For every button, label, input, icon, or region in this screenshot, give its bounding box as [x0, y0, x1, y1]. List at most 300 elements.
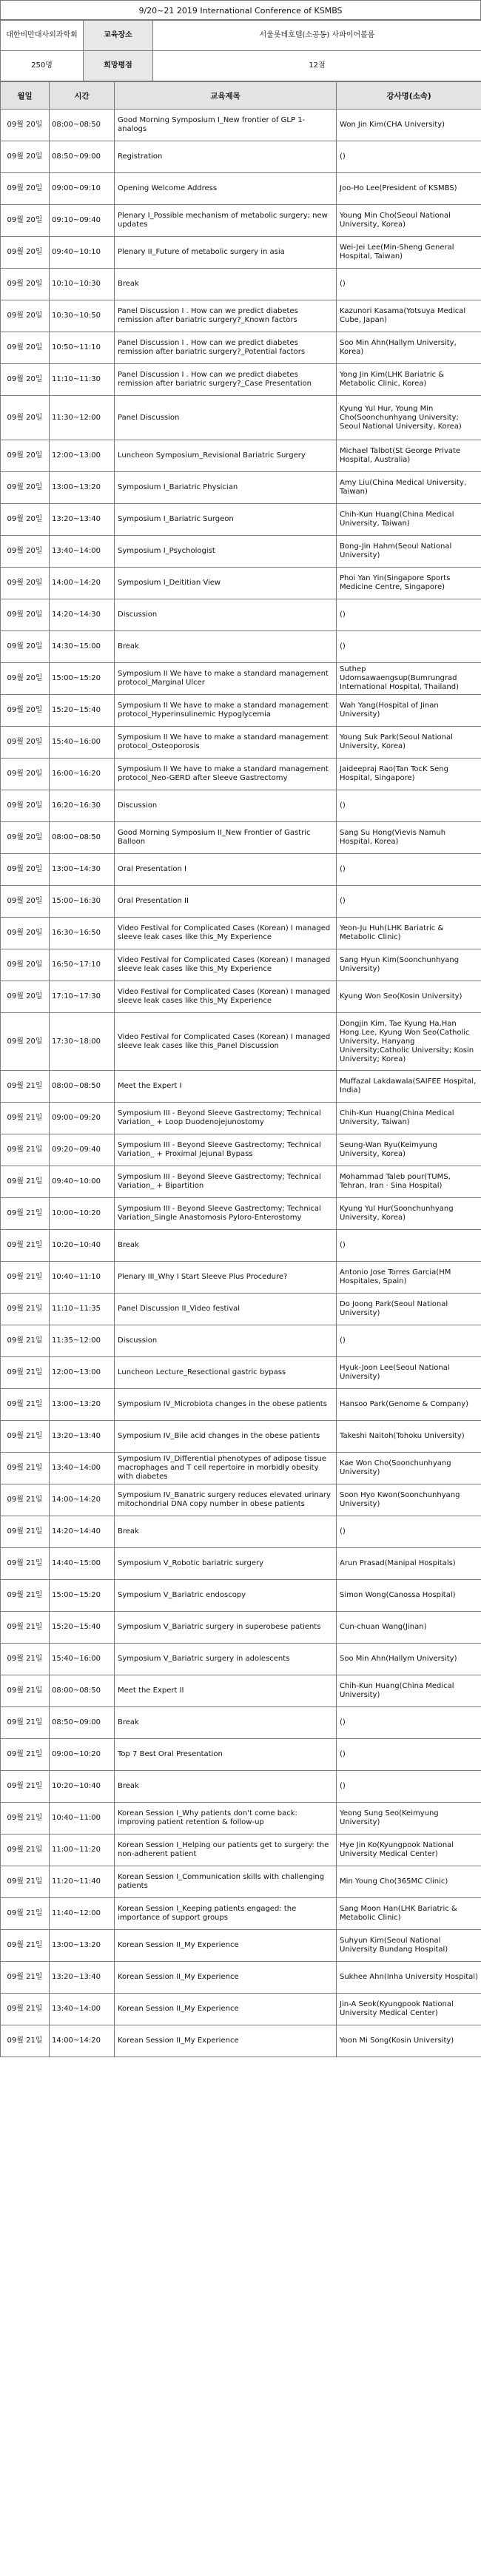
table-row: [1, 1675, 481, 1707]
row-date: 09월 20일: [1, 886, 50, 918]
capacity-value: 250명: [1, 51, 84, 81]
row-date: 09월 20일: [1, 536, 50, 568]
info-row-venue: [1, 21, 481, 51]
row-date: 09월 20일: [1, 981, 50, 1013]
row-speaker: Bong-Jin Hahm(Seoul National University): [337, 536, 481, 568]
row-speaker: (): [337, 1739, 481, 1771]
row-date: 09월 21일: [1, 1835, 50, 1866]
table-row: [1, 1325, 481, 1357]
row-speaker: (): [337, 1707, 481, 1739]
table-row: [1, 1580, 481, 1612]
venue-value: 서울롯데호텔(소공동) 사파이어볼룸: [153, 21, 481, 51]
row-time: 13:20~13:40: [50, 1962, 115, 1994]
table-row: [1, 300, 481, 332]
row-speaker: Won Jin Kim(CHA University): [337, 110, 481, 141]
row-time: 15:40~16:00: [50, 727, 115, 759]
row-date: 09월 21일: [1, 2025, 50, 2057]
row-speaker: Chih-Kun Huang(China Medical University, Taiwan): [337, 1103, 481, 1134]
row-time: 15:00~16:30: [50, 886, 115, 918]
row-time: 12:00~13:00: [50, 1357, 115, 1389]
row-speaker: (): [337, 631, 481, 663]
row-date: 09월 20일: [1, 599, 50, 631]
row-time: 09:00~09:20: [50, 1103, 115, 1134]
row-speaker: Suthep Udomsawaengsup(Bumrungrad International Hospital, Thailand): [337, 663, 481, 695]
row-speaker: Do Joong Park(Seoul National University): [337, 1294, 481, 1325]
row-date: 09월 20일: [1, 1013, 50, 1071]
row-topic: Discussion: [115, 1325, 337, 1357]
row-date: 09월 21일: [1, 1325, 50, 1357]
row-time: 14:20~14:30: [50, 599, 115, 631]
row-topic: Panel Discussion I . How can we predict diabetes remission after bariatric surgery?_Potential factors: [115, 332, 337, 364]
row-time: 14:00~14:20: [50, 568, 115, 599]
row-speaker: (): [337, 141, 481, 173]
row-topic: Symposium IV_Differential phenotypes of adipose tissue macrophages and T cell repertoire in morbidly obesity with diabetes: [115, 1453, 337, 1484]
row-topic: Panel Discussion II_Video festival: [115, 1294, 337, 1325]
row-speaker: (): [337, 854, 481, 886]
table-row: [1, 536, 481, 568]
row-topic: Panel Discussion I . How can we predict diabetes remission after bariatric surgery?_Case Presentation: [115, 364, 337, 396]
row-speaker: Yeong Sung Seo(Keimyung University): [337, 1803, 481, 1835]
row-speaker: (): [337, 1230, 481, 1262]
row-date: 09월 20일: [1, 205, 50, 237]
row-date: 09월 21일: [1, 1962, 50, 1994]
row-speaker: Dongjin Kim, Tae Kyung Ha,Han Hong Lee, Kyung Won Seo(Catholic University, Hanyang University;Catholic University; Kosin University; Korea): [337, 1013, 481, 1071]
table-row: [1, 568, 481, 599]
row-topic: Symposium IV_Microbiota changes in the obese patients: [115, 1389, 337, 1421]
row-time: 11:10~11:30: [50, 364, 115, 396]
row-time: 15:20~15:40: [50, 1612, 115, 1644]
row-speaker: Kae Won Cho(Soonchunhyang University): [337, 1453, 481, 1484]
row-date: 09월 21일: [1, 1166, 50, 1198]
row-time: 10:20~10:40: [50, 1230, 115, 1262]
row-speaker: Jaideepraj Rao(Tan TocK Seng Hospital, Singapore): [337, 759, 481, 790]
row-topic: Symposium I_Bariatric Physician: [115, 472, 337, 504]
row-time: 13:40~14:00: [50, 1994, 115, 2025]
row-date: 09월 20일: [1, 110, 50, 141]
row-time: 15:00~15:20: [50, 1580, 115, 1612]
row-topic: Symposium V_Bariatric surgery in superobese patients: [115, 1612, 337, 1644]
table-row: [1, 332, 481, 364]
table-row: [1, 759, 481, 790]
row-time: 11:10~11:35: [50, 1294, 115, 1325]
row-topic: Break: [115, 1707, 337, 1739]
table-row: [1, 663, 481, 695]
table-row: [1, 173, 481, 205]
venue-label: 교육장소: [84, 21, 153, 51]
table-row: [1, 396, 481, 440]
row-speaker: Amy Liu(China Medical University, Taiwan): [337, 472, 481, 504]
row-topic: Symposium II We have to make a standard management protocol_Neo-GERD after Sleeve Gastrectomy: [115, 759, 337, 790]
table-row: [1, 2025, 481, 2057]
row-time: 08:00~08:50: [50, 1071, 115, 1103]
row-time: 16:50~17:10: [50, 949, 115, 981]
row-date: 09월 20일: [1, 440, 50, 472]
row-speaker: Hye Jin Ko(Kyungpook National University Medical Center): [337, 1835, 481, 1866]
table-row: [1, 1357, 481, 1389]
row-topic: Opening Welcome Address: [115, 173, 337, 205]
row-speaker: (): [337, 1325, 481, 1357]
row-speaker: Chih-Kun Huang(China Medical University): [337, 1675, 481, 1707]
table-row: [1, 205, 481, 237]
row-date: 09월 21일: [1, 1103, 50, 1134]
row-topic: Korean Session II_My Experience: [115, 1994, 337, 2025]
row-topic: Korean Session II_My Experience: [115, 1930, 337, 1962]
row-speaker: Chih-Kun Huang(China Medical University, Taiwan): [337, 504, 481, 536]
row-speaker: Kyung Yul Hur, Young Min Cho(Soonchunhyang University; Seoul National University, Korea): [337, 396, 481, 440]
table-row: [1, 1962, 481, 1994]
row-date: 09월 21일: [1, 1994, 50, 2025]
row-time: 11:35~12:00: [50, 1325, 115, 1357]
row-date: 09월 20일: [1, 141, 50, 173]
table-row: [1, 1516, 481, 1548]
row-date: 09월 20일: [1, 822, 50, 854]
row-date: 09월 20일: [1, 568, 50, 599]
hours-value: 12점: [153, 51, 481, 81]
row-speaker: Young Min Cho(Seoul National University, Korea): [337, 205, 481, 237]
table-row: [1, 1898, 481, 1930]
row-speaker: Soo Min Ahn(Hallym University, Korea): [337, 332, 481, 364]
table-row: [1, 1548, 481, 1580]
table-row: [1, 1421, 481, 1453]
row-time: 13:00~13:20: [50, 1389, 115, 1421]
table-row: [1, 949, 481, 981]
row-topic: Symposium III - Beyond Sleeve Gastrectomy; Technical Variation_ + Proximal Jejunal Bypass: [115, 1134, 337, 1166]
table-row: [1, 886, 481, 918]
row-date: 09월 20일: [1, 173, 50, 205]
row-topic: Meet the Expert II: [115, 1675, 337, 1707]
row-speaker: Wei-Jei Lee(Min-Sheng General Hospital, Taiwan): [337, 237, 481, 269]
row-time: 16:30~16:50: [50, 918, 115, 949]
schedule-body: [1, 110, 481, 2057]
row-date: 09월 20일: [1, 727, 50, 759]
row-topic: Korean Session I_Why patients don't come back: improving patient retention & follow-up: [115, 1803, 337, 1835]
row-time: 10:20~10:40: [50, 1771, 115, 1803]
row-speaker: (): [337, 1516, 481, 1548]
row-speaker: Seung-Wan Ryu(Keimyung University, Korea): [337, 1134, 481, 1166]
row-time: 09:10~09:40: [50, 205, 115, 237]
table-row: [1, 1707, 481, 1739]
row-time: 10:30~10:50: [50, 300, 115, 332]
row-time: 17:10~17:30: [50, 981, 115, 1013]
row-date: 09월 21일: [1, 1675, 50, 1707]
row-date: 09월 21일: [1, 1421, 50, 1453]
row-time: 09:40~10:00: [50, 1166, 115, 1198]
row-date: 09월 20일: [1, 237, 50, 269]
organizer-value: 대한비만대사외과학회: [1, 21, 84, 51]
row-topic: Video Festival for Complicated Cases (Korean) I managed sleeve leak cases like this_My Experience: [115, 981, 337, 1013]
row-date: 09월 21일: [1, 1739, 50, 1771]
row-date: 09월 21일: [1, 1803, 50, 1835]
row-date: 09월 20일: [1, 663, 50, 695]
row-speaker: Yong Jin Kim(LHK Bariatric & Metabolic Clinic, Korea): [337, 364, 481, 396]
table-row: [1, 918, 481, 949]
row-speaker: Hyuk-Joon Lee(Seoul National University): [337, 1357, 481, 1389]
table-row: [1, 1803, 481, 1835]
table-row: [1, 1994, 481, 2025]
row-date: 09월 20일: [1, 472, 50, 504]
row-date: 09월 21일: [1, 1453, 50, 1484]
table-row: [1, 631, 481, 663]
table-row: [1, 237, 481, 269]
row-topic: Symposium IV_Banatric surgery reduces elevated urinary mitochondrial DNA copy number in obese patients: [115, 1484, 337, 1516]
row-topic: Symposium III - Beyond Sleeve Gastrectomy; Technical Variation_ + Loop Duodenojejunostomy: [115, 1103, 337, 1134]
row-topic: Registration: [115, 141, 337, 173]
row-speaker: (): [337, 269, 481, 300]
table-row: [1, 1644, 481, 1675]
row-date: 09월 21일: [1, 1262, 50, 1294]
row-topic: Symposium II We have to make a standard management protocol_Marginal Ulcer: [115, 663, 337, 695]
row-topic: Panel Discussion I . How can we predict diabetes remission after bariatric surgery?_Known factors: [115, 300, 337, 332]
row-speaker: Phoi Yan Yin(Singapore Sports Medicine Centre, Singapore): [337, 568, 481, 599]
row-date: 09월 21일: [1, 1198, 50, 1230]
row-speaker: Sang Su Hong(Vievis Namuh Hospital, Korea): [337, 822, 481, 854]
row-topic: Good Morning Symposium II_New Frontier of Gastric Balloon: [115, 822, 337, 854]
row-speaker: (): [337, 790, 481, 822]
row-topic: Oral Presentation II: [115, 886, 337, 918]
row-time: 14:30~15:00: [50, 631, 115, 663]
row-date: 09월 21일: [1, 1071, 50, 1103]
row-time: 16:20~16:30: [50, 790, 115, 822]
info-row-capacity: [1, 51, 481, 81]
row-time: 17:30~18:00: [50, 1013, 115, 1071]
table-row: [1, 1262, 481, 1294]
row-speaker: Michael Talbot(St George Private Hospital, Australia): [337, 440, 481, 472]
row-speaker: Muffazal Lakdawala(SAIFEE Hospital, India): [337, 1071, 481, 1103]
table-row: [1, 1198, 481, 1230]
row-speaker: (): [337, 599, 481, 631]
row-date: 09월 21일: [1, 1580, 50, 1612]
table-row: [1, 1866, 481, 1898]
row-date: 09월 20일: [1, 790, 50, 822]
row-topic: Discussion: [115, 599, 337, 631]
row-time: 11:00~11:20: [50, 1835, 115, 1866]
table-row: [1, 599, 481, 631]
table-row: [1, 1389, 481, 1421]
table-row: [1, 727, 481, 759]
row-speaker: Wah Yang(Hospital of Jinan University): [337, 695, 481, 727]
row-topic: Symposium III - Beyond Sleeve Gastrectomy; Technical Variation_Single Anastomosis Pyloro-Enterostomy: [115, 1198, 337, 1230]
row-time: 13:20~13:40: [50, 504, 115, 536]
row-topic: Luncheon Symposium_Revisional Bariatric Surgery: [115, 440, 337, 472]
row-topic: Break: [115, 631, 337, 663]
row-topic: Discussion: [115, 790, 337, 822]
row-date: 09월 21일: [1, 1516, 50, 1548]
row-speaker: Cun-chuan Wang(Jinan): [337, 1612, 481, 1644]
row-date: 09월 21일: [1, 1866, 50, 1898]
row-time: 14:20~14:40: [50, 1516, 115, 1548]
row-time: 14:00~14:20: [50, 2025, 115, 2057]
table-row: [1, 1013, 481, 1071]
row-topic: Korean Session II_My Experience: [115, 1962, 337, 1994]
row-date: 09월 21일: [1, 1548, 50, 1580]
row-topic: Symposium I_Bariatric Surgeon: [115, 504, 337, 536]
row-speaker: Sukhee Ahn(Inha University Hospital): [337, 1962, 481, 1994]
row-speaker: (): [337, 1771, 481, 1803]
row-topic: Korean Session II_My Experience: [115, 2025, 337, 2057]
row-date: 09월 20일: [1, 504, 50, 536]
row-speaker: Soon Hyo Kwon(Soonchunhyang University): [337, 1484, 481, 1516]
row-time: 10:00~10:20: [50, 1198, 115, 1230]
row-time: 13:20~13:40: [50, 1421, 115, 1453]
table-row: [1, 110, 481, 141]
row-time: 10:10~10:30: [50, 269, 115, 300]
row-topic: Top 7 Best Oral Presentation: [115, 1739, 337, 1771]
row-time: 08:50~09:00: [50, 141, 115, 173]
course-info-table: [0, 20, 481, 81]
table-row: [1, 1835, 481, 1866]
row-speaker: Suhyun Kim(Seoul National University Bundang Hospital): [337, 1930, 481, 1962]
row-topic: Meet the Expert I: [115, 1071, 337, 1103]
table-row: [1, 1771, 481, 1803]
row-time: 08:00~08:50: [50, 110, 115, 141]
table-row: [1, 269, 481, 300]
table-row: [1, 1103, 481, 1134]
row-date: 09월 21일: [1, 1898, 50, 1930]
table-row: [1, 1230, 481, 1262]
row-date: 09월 21일: [1, 1294, 50, 1325]
row-time: 13:40~14:00: [50, 536, 115, 568]
row-speaker: Min Young Cho(365MC Clinic): [337, 1866, 481, 1898]
row-speaker: Simon Wong(Canossa Hospital): [337, 1580, 481, 1612]
table-row: [1, 141, 481, 173]
table-row: [1, 1166, 481, 1198]
row-speaker: Soo Min Ahn(Hallym University): [337, 1644, 481, 1675]
row-time: 11:20~11:40: [50, 1866, 115, 1898]
row-speaker: Joo-Ho Lee(President of KSMBS): [337, 173, 481, 205]
row-time: 13:40~14:00: [50, 1453, 115, 1484]
row-topic: Panel Discussion: [115, 396, 337, 440]
row-time: 09:20~09:40: [50, 1134, 115, 1166]
row-time: 11:40~12:00: [50, 1898, 115, 1930]
table-row: [1, 1071, 481, 1103]
page-title: 9/20~21 2019 International Conference of KSMBS: [0, 0, 481, 20]
row-topic: Break: [115, 1230, 337, 1262]
row-time: 13:00~13:20: [50, 1930, 115, 1962]
row-date: 09월 21일: [1, 1357, 50, 1389]
row-topic: Symposium I_Psychologist: [115, 536, 337, 568]
hours-label: 희망평점: [84, 51, 153, 81]
row-date: 09월 20일: [1, 300, 50, 332]
table-row: [1, 854, 481, 886]
table-row: [1, 790, 481, 822]
header-topic: 교육제목: [115, 82, 337, 110]
row-topic: Oral Presentation I: [115, 854, 337, 886]
row-date: 09월 20일: [1, 854, 50, 886]
row-time: 09:00~10:20: [50, 1739, 115, 1771]
row-speaker: Hansoo Park(Genome & Company): [337, 1389, 481, 1421]
row-speaker: Sang Hyun Kim(Soonchunhyang University): [337, 949, 481, 981]
row-speaker: Takeshi Naitoh(Tohoku University): [337, 1421, 481, 1453]
row-time: 14:40~15:00: [50, 1548, 115, 1580]
row-topic: Symposium II We have to make a standard management protocol_Osteoporosis: [115, 727, 337, 759]
table-row: [1, 1294, 481, 1325]
row-date: 09월 21일: [1, 1134, 50, 1166]
row-topic: Break: [115, 1771, 337, 1803]
row-speaker: Kazunori Kasama(Yotsuya Medical Cube, Japan): [337, 300, 481, 332]
row-topic: Break: [115, 1516, 337, 1548]
row-speaker: Yoon Mi Song(Kosin University): [337, 2025, 481, 2057]
row-time: 10:50~11:10: [50, 332, 115, 364]
row-topic: Symposium I_Deititian View: [115, 568, 337, 599]
row-time: 14:00~14:20: [50, 1484, 115, 1516]
row-time: 13:00~14:30: [50, 854, 115, 886]
table-row: [1, 1134, 481, 1166]
table-row: [1, 1930, 481, 1962]
table-row: [1, 822, 481, 854]
row-topic: Symposium V_Bariatric surgery in adolescents: [115, 1644, 337, 1675]
row-time: 13:00~13:20: [50, 472, 115, 504]
row-topic: Luncheon Lecture_Resectional gastric bypass: [115, 1357, 337, 1389]
row-topic: Symposium V_Bariatric endoscopy: [115, 1580, 337, 1612]
row-time: 11:30~12:00: [50, 396, 115, 440]
row-date: 09월 21일: [1, 1644, 50, 1675]
row-topic: Break: [115, 269, 337, 300]
row-speaker: (): [337, 886, 481, 918]
row-time: 15:40~16:00: [50, 1644, 115, 1675]
row-date: 09월 20일: [1, 269, 50, 300]
table-row: [1, 695, 481, 727]
header-speaker: 강사명(소속): [337, 82, 481, 110]
table-row: [1, 504, 481, 536]
row-time: 16:00~16:20: [50, 759, 115, 790]
row-date: 09월 20일: [1, 949, 50, 981]
row-date: 09월 20일: [1, 332, 50, 364]
table-row: [1, 981, 481, 1013]
row-topic: Video Festival for Complicated Cases (Korean) I managed sleeve leak cases like this_My Experience: [115, 918, 337, 949]
row-date: 09월 21일: [1, 1484, 50, 1516]
row-time: 10:40~11:10: [50, 1262, 115, 1294]
row-topic: Plenary II_Future of metabolic surgery in asia: [115, 237, 337, 269]
row-topic: Video Festival for Complicated Cases (Korean) I managed sleeve leak cases like this_My Experience: [115, 949, 337, 981]
table-row: [1, 1739, 481, 1771]
row-topic: Symposium V_Robotic bariatric surgery: [115, 1548, 337, 1580]
schedule-table: [0, 81, 481, 2057]
schedule-header-row: [1, 82, 481, 110]
table-row: [1, 364, 481, 396]
row-topic: Symposium II We have to make a standard management protocol_Hyperinsulinemic Hypoglycemia: [115, 695, 337, 727]
row-date: 09월 20일: [1, 695, 50, 727]
row-speaker: Arun Prasad(Manipal Hospitals): [337, 1548, 481, 1580]
row-speaker: Jin-A Seok(Kyungpook National University Medical Center): [337, 1994, 481, 2025]
row-speaker: Young Suk Park(Seoul National University, Korea): [337, 727, 481, 759]
row-topic: Symposium IV_Bile acid changes in the obese patients: [115, 1421, 337, 1453]
row-date: 09월 21일: [1, 1771, 50, 1803]
row-speaker: Kyung Won Seo(Kosin University): [337, 981, 481, 1013]
table-row: [1, 1484, 481, 1516]
row-time: 15:20~15:40: [50, 695, 115, 727]
header-time: 시간: [50, 82, 115, 110]
row-date: 09월 20일: [1, 364, 50, 396]
row-date: 09월 20일: [1, 918, 50, 949]
table-row: [1, 1612, 481, 1644]
row-topic: Video Festival for Complicated Cases (Korean) I managed sleeve leak cases like this_Panel Discussion: [115, 1013, 337, 1071]
table-row: [1, 440, 481, 472]
header-month: 월일: [1, 82, 50, 110]
row-speaker: Yeon-Ju Huh(LHK Bariatric & Metabolic Clinic): [337, 918, 481, 949]
row-topic: Korean Session I_Communication skills with challenging patients: [115, 1866, 337, 1898]
row-topic: Korean Session I_Keeping patients engaged: the importance of support groups: [115, 1898, 337, 1930]
row-time: 10:40~11:00: [50, 1803, 115, 1835]
row-time: 09:40~10:10: [50, 237, 115, 269]
row-time: 12:00~13:00: [50, 440, 115, 472]
row-date: 09월 21일: [1, 1612, 50, 1644]
row-time: 08:50~09:00: [50, 1707, 115, 1739]
row-time: 15:00~15:20: [50, 663, 115, 695]
row-date: 09월 20일: [1, 759, 50, 790]
row-date: 09월 21일: [1, 1707, 50, 1739]
row-topic: Plenary I_Possible mechanism of metabolic surgery; new updates: [115, 205, 337, 237]
row-speaker: Sang Moon Han(LHK Bariatric & Metabolic Clinic): [337, 1898, 481, 1930]
